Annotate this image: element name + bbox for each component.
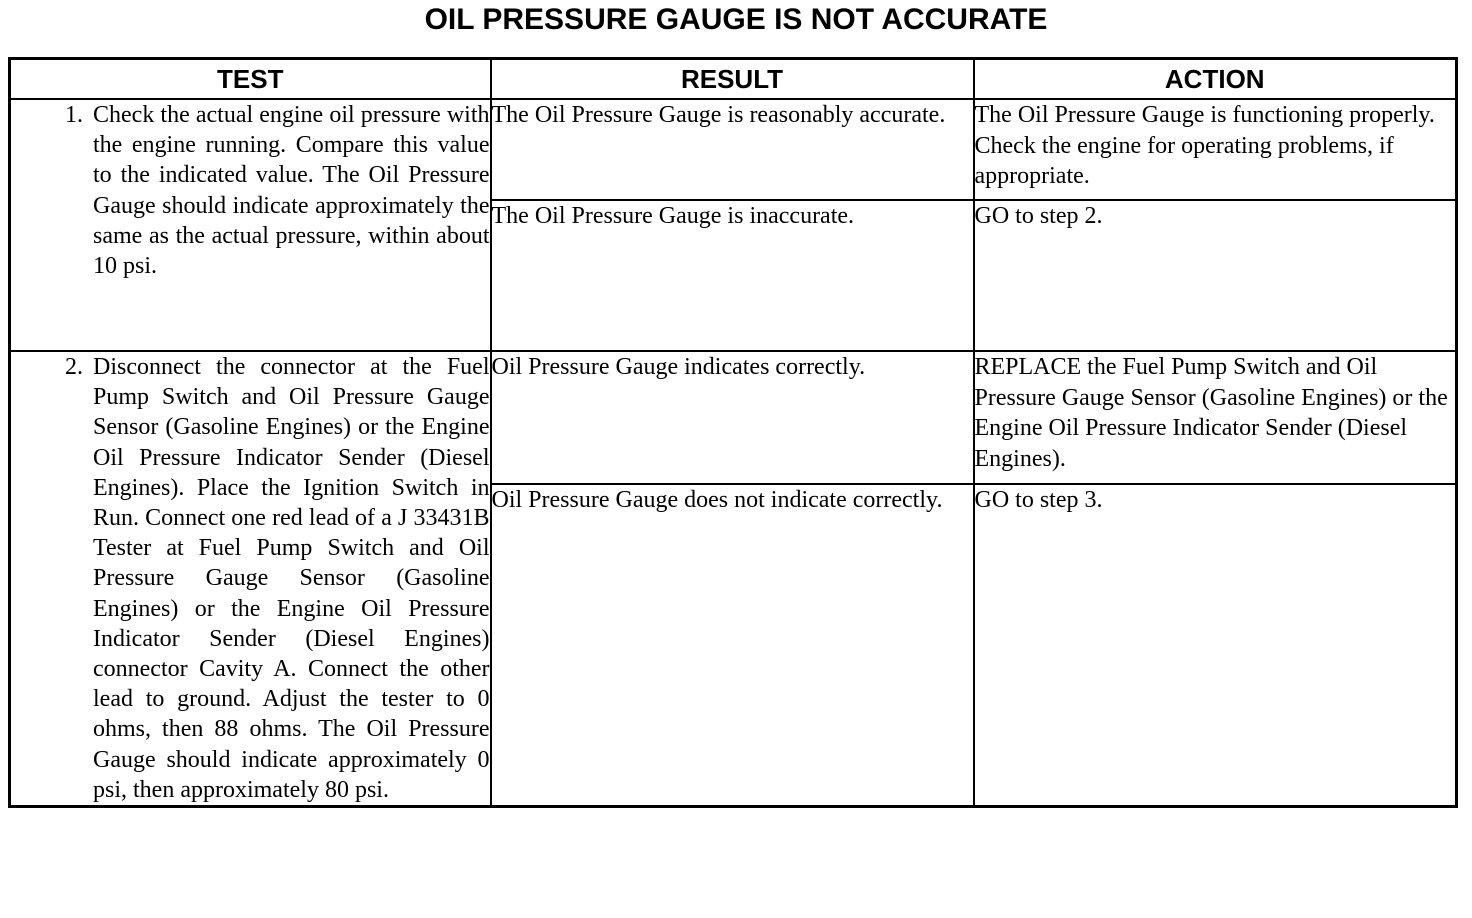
step-1-action-2: GO to step 2. [974,200,1457,351]
step-2-test-text: Disconnect the connector at the Fuel Pump Switch and Oil Pressure Gauge Sensor (Gasoline Engines) or the Engine Oil Pressure Indicator Sender (Diesel Engines). Place the Ignition Switch in Run. Connect one red lead of a J 33431B Tester at Fuel Pump Switch and Oil Pressure Gauge Sensor (Gasoline Engines) or the Engine Oil Pressure Indicator Sender (Diesel Engines) connector Cavity A. Connect the other lead to ground. Adjust the tester to 0 ohms, then 88 ohms. The Oil Pressure Gauge should indicate approximately 0 psi, then approximately 80 psi. [93,354,490,803]
step-2-action-2: GO to step 3. [974,484,1457,807]
page-title: OIL PRESSURE GAUGE IS NOT ACCURATE [424,3,1048,36]
header-row [10,59,1457,100]
diagnostic-table [8,57,1458,808]
step-1-test-text: Check the actual engine oil pressure with the engine running. Compare this value to the indicated value. The Oil Pressure Gauge should indicate approximately the same as the actual pressure, within about 10 psi. [93,102,490,280]
header-action: ACTION [974,59,1457,100]
step-1-result-1: The Oil Pressure Gauge is reasonably accurate. [491,99,974,200]
step-1-number: 1. [65,102,83,128]
step-2-result-1: Oil Pressure Gauge indicates correctly. [491,351,974,484]
step-2-row-a [10,351,1457,484]
header-test: TEST [10,59,491,100]
step-1-test-cell [10,99,491,351]
step-1-row-a [10,99,1457,200]
header-result: RESULT [491,59,974,100]
step-2-test-cell [10,351,491,807]
step-1-result-2: The Oil Pressure Gauge is inaccurate. [491,200,974,351]
step-2-action-1: REPLACE the Fuel Pump Switch and Oil Pressure Gauge Sensor (Gasoline Engines) or the Engine Oil Pressure Indicator Sender (Diesel Engines). [974,351,1457,484]
step-2-result-2: Oil Pressure Gauge does not indicate correctly. [491,484,974,807]
step-2-number: 2. [65,354,83,380]
step-1-action-1: The Oil Pressure Gauge is functioning properly. Check the engine for operating problems, if appropriate. [974,99,1457,200]
